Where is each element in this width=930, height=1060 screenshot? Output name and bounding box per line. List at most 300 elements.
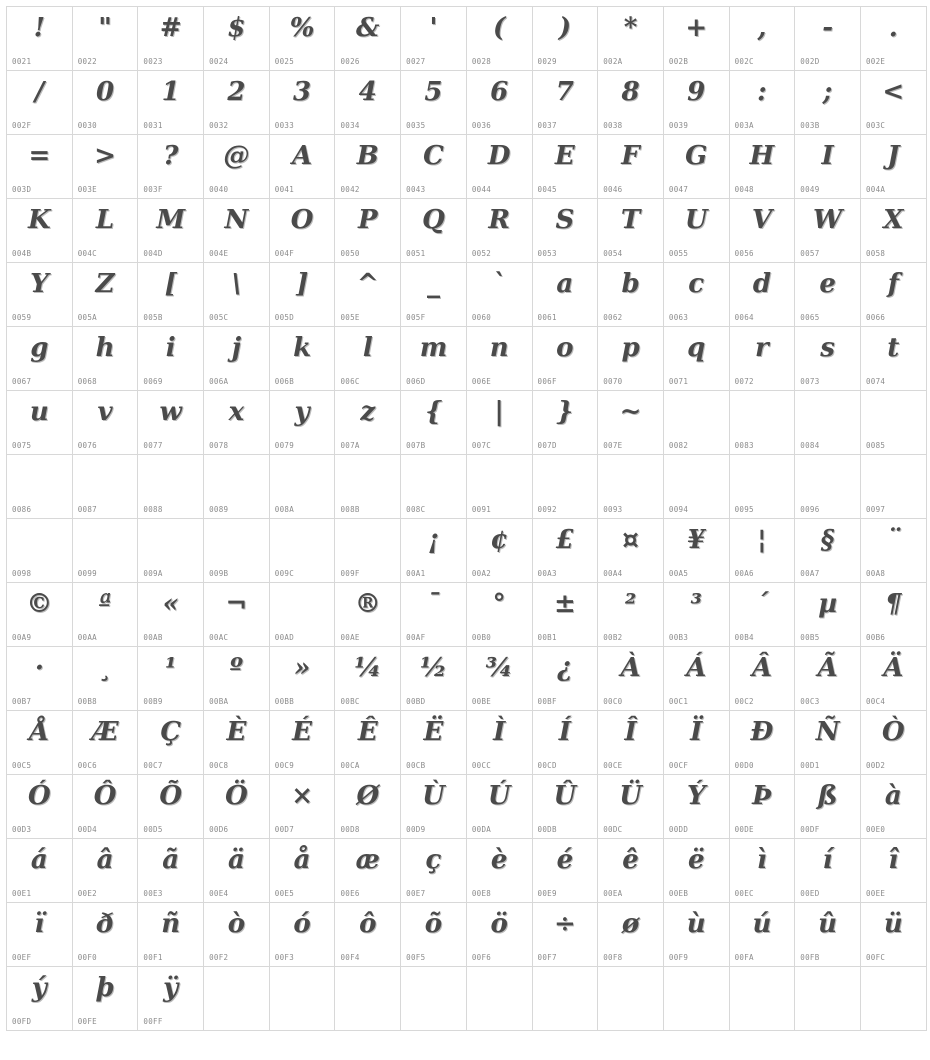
glyph-cell[interactable] [598,7,664,71]
glyph-cell[interactable] [335,199,401,263]
glyph-cell[interactable] [532,647,598,711]
glyph-cell[interactable] [335,263,401,327]
glyph-cell[interactable] [269,391,335,455]
glyph-cell[interactable] [729,455,795,519]
glyph-cell[interactable] [401,903,467,967]
glyph-preview: ¹ [165,653,177,683]
glyph-codepoint: 0097 [865,505,886,514]
glyph-cell[interactable] [335,455,401,519]
glyph-cell[interactable] [269,199,335,263]
glyph-cell[interactable] [598,711,664,775]
glyph-cell[interactable] [795,199,861,263]
glyph-cell[interactable] [138,7,204,71]
glyph-cell[interactable] [466,775,532,839]
glyph-cell[interactable] [138,711,204,775]
glyph-cell[interactable] [401,263,467,327]
glyph-preview [401,455,466,497]
glyph-cell[interactable] [860,391,926,455]
glyph-cell[interactable] [335,327,401,391]
glyph-cell[interactable] [138,839,204,903]
glyph-codepoint: 00F7 [537,953,557,962]
glyph-preview [861,455,926,497]
glyph-preview: ê [622,845,639,875]
glyph-cell[interactable] [269,583,335,647]
glyph-preview: ' [429,13,438,43]
glyph-codepoint: 00BB [274,697,295,706]
glyph-cell[interactable] [335,7,401,71]
glyph-cell[interactable] [466,327,532,391]
glyph-cell[interactable] [729,71,795,135]
glyph-cell[interactable] [72,711,138,775]
glyph-cell[interactable] [795,71,861,135]
glyph-cell[interactable] [729,519,795,583]
glyph-cell[interactable] [138,903,204,967]
glyph-preview: û [818,909,838,939]
glyph-preview: á [30,845,48,875]
glyph-cell[interactable] [138,327,204,391]
glyph-cell[interactable] [401,135,467,199]
glyph-preview: Ã [817,653,838,683]
glyph-cell[interactable] [729,391,795,455]
glyph-codepoint: 0028 [471,57,492,66]
glyph-preview: ^ [356,269,379,299]
glyph-cell[interactable] [7,519,73,583]
glyph-cell[interactable] [138,135,204,199]
glyph-preview: 7 [555,77,574,107]
glyph-cell[interactable] [72,583,138,647]
glyph-preview: õ [424,909,443,939]
glyph-codepoint: 0064 [734,313,754,322]
glyph-cell[interactable] [532,71,598,135]
glyph-row [7,775,927,839]
glyph-cell[interactable] [335,903,401,967]
glyph-cell[interactable] [860,71,926,135]
glyph-cell[interactable] [598,327,664,391]
glyph-cell[interactable] [72,391,138,455]
glyph-cell[interactable] [72,967,138,1031]
glyph-cell[interactable] [729,7,795,71]
glyph-preview: Ï [690,717,703,747]
glyph-cell[interactable] [795,839,861,903]
glyph-codepoint: 008B [340,505,360,514]
glyph-preview: Ì [493,717,506,747]
glyph-cell[interactable] [204,839,270,903]
glyph-cell[interactable] [466,135,532,199]
glyph-cell[interactable] [204,903,270,967]
glyph-cell[interactable] [401,519,467,583]
glyph-cell[interactable] [795,647,861,711]
glyph-cell[interactable] [466,7,532,71]
glyph-cell[interactable] [795,583,861,647]
glyph-cell[interactable] [795,327,861,391]
glyph-cell[interactable] [72,647,138,711]
glyph-cell[interactable] [532,903,598,967]
glyph-cell[interactable] [7,711,73,775]
glyph-cell[interactable] [335,519,401,583]
glyph-cell[interactable] [7,775,73,839]
glyph-cell[interactable] [7,135,73,199]
glyph-cell[interactable] [663,839,729,903]
glyph-codepoint: 0045 [537,185,557,194]
glyph-cell[interactable] [663,135,729,199]
glyph-codepoint: 00CD [537,761,557,770]
glyph-preview: x [228,397,245,427]
glyph-preview: ë [687,845,705,875]
glyph-cell[interactable] [532,135,598,199]
glyph-cell[interactable] [138,455,204,519]
glyph-cell[interactable] [532,391,598,455]
glyph-codepoint: 0042 [340,185,360,194]
glyph-preview: ( [493,13,506,43]
glyph-preview: \ [231,269,242,299]
glyph-cell[interactable] [532,263,598,327]
glyph-cell[interactable] [204,583,270,647]
glyph-row [7,7,927,71]
glyph-cell[interactable] [401,455,467,519]
glyph-cell[interactable] [335,391,401,455]
glyph-codepoint: 0050 [340,249,360,258]
glyph-preview: z [360,397,376,427]
glyph-cell[interactable] [663,71,729,135]
glyph-codepoint: 0052 [471,249,492,258]
glyph-codepoint: 0079 [274,441,295,450]
glyph-cell[interactable] [269,71,335,135]
glyph-cell[interactable] [138,263,204,327]
glyph-cell[interactable] [401,71,467,135]
glyph-cell[interactable] [138,647,204,711]
glyph-cell[interactable] [729,711,795,775]
glyph-codepoint: 005E [340,313,360,322]
glyph-cell[interactable] [860,7,926,71]
glyph-cell[interactable] [729,199,795,263]
glyph-cell[interactable] [729,327,795,391]
glyph-cell[interactable] [729,647,795,711]
glyph-cell[interactable] [729,839,795,903]
glyph-preview: È [226,717,247,747]
glyph-codepoint: 0048 [734,185,754,194]
glyph-cell[interactable] [795,775,861,839]
glyph-cell[interactable] [138,775,204,839]
glyph-cell[interactable] [532,455,598,519]
glyph-cell[interactable] [598,647,664,711]
glyph-preview: Û [553,781,577,811]
glyph-cell[interactable] [860,327,926,391]
glyph-cell[interactable] [598,135,664,199]
glyph-row [7,711,927,775]
glyph-codepoint: 002B [668,57,689,66]
glyph-cell[interactable] [663,519,729,583]
glyph-cell[interactable] [204,455,270,519]
glyph-preview: d [752,269,771,299]
glyph-cell[interactable] [860,839,926,903]
glyph-cell[interactable] [401,391,467,455]
glyph-cell[interactable] [729,775,795,839]
glyph-cell[interactable] [598,519,664,583]
glyph-cell[interactable] [795,7,861,71]
glyph-cell[interactable] [466,391,532,455]
glyph-cell[interactable] [860,903,926,967]
glyph-cell[interactable] [860,775,926,839]
glyph-cell[interactable] [204,775,270,839]
glyph-preview: = [28,141,51,171]
glyph-cell[interactable] [72,199,138,263]
glyph-cell[interactable] [7,967,73,1031]
glyph-cell[interactable] [663,903,729,967]
glyph-cell[interactable] [7,455,73,519]
glyph-cell[interactable] [7,583,73,647]
glyph-cell[interactable] [138,967,204,1031]
glyph-cell[interactable] [466,455,532,519]
glyph-cell[interactable] [401,839,467,903]
glyph-cell[interactable] [663,647,729,711]
glyph-cell[interactable] [663,7,729,71]
glyph-cell[interactable] [795,455,861,519]
glyph-cell[interactable] [795,903,861,967]
glyph-cell[interactable] [795,391,861,455]
glyph-cell[interactable] [532,839,598,903]
glyph-cell[interactable] [7,647,73,711]
glyph-cell[interactable] [269,647,335,711]
glyph-cell[interactable] [795,519,861,583]
glyph-cell[interactable] [138,391,204,455]
glyph-codepoint: 00EF [12,953,32,962]
glyph-cell[interactable] [795,263,861,327]
glyph-cell[interactable] [466,583,532,647]
glyph-cell[interactable] [138,199,204,263]
glyph-cell[interactable] [138,71,204,135]
glyph-cell[interactable] [269,903,335,967]
glyph-cell[interactable] [466,263,532,327]
glyph-cell[interactable] [335,71,401,135]
glyph-cell[interactable] [860,519,926,583]
glyph-codepoint: 007A [340,441,360,450]
glyph-cell[interactable] [860,263,926,327]
glyph-cell[interactable] [532,583,598,647]
glyph-cell[interactable] [7,391,73,455]
glyph-row [7,519,927,583]
glyph-codepoint: 0071 [668,377,689,386]
glyph-cell[interactable] [72,71,138,135]
glyph-cell[interactable] [204,391,270,455]
glyph-cell[interactable] [598,71,664,135]
glyph-cell[interactable] [7,7,73,71]
glyph-codepoint: 006D [406,377,426,386]
glyph-preview: ý [31,973,47,1003]
glyph-cell[interactable] [598,839,664,903]
glyph-codepoint: 0086 [12,505,32,514]
glyph-cell[interactable] [269,327,335,391]
glyph-cell[interactable] [401,647,467,711]
glyph-cell[interactable] [204,711,270,775]
glyph-cell[interactable] [729,583,795,647]
glyph-cell[interactable] [860,455,926,519]
glyph-preview: > [94,141,116,171]
glyph-cell[interactable] [401,7,467,71]
glyph-cell[interactable] [204,7,270,71]
glyph-cell[interactable] [532,199,598,263]
glyph-preview [138,455,203,497]
glyph-cell[interactable] [401,583,467,647]
glyph-cell[interactable] [335,647,401,711]
glyph-cell[interactable] [269,775,335,839]
glyph-cell[interactable] [138,519,204,583]
glyph-preview: Ë [423,717,444,747]
glyph-cell[interactable] [335,839,401,903]
glyph-codepoint: 0043 [406,185,426,194]
glyph-codepoint: 00F6 [471,953,492,962]
glyph-cell[interactable] [795,711,861,775]
glyph-cell[interactable] [729,135,795,199]
glyph-cell[interactable] [72,327,138,391]
glyph-cell[interactable] [663,327,729,391]
glyph-preview: m [419,333,448,363]
glyph-cell[interactable] [729,263,795,327]
glyph-preview: t [887,333,900,363]
glyph-codepoint: 00C0 [603,697,623,706]
glyph-cell[interactable] [860,711,926,775]
glyph-cell[interactable] [598,583,664,647]
glyph-cell[interactable] [204,647,270,711]
glyph-cell[interactable] [335,135,401,199]
glyph-cell[interactable] [663,391,729,455]
glyph-cell[interactable] [7,71,73,135]
glyph-cell[interactable] [598,903,664,967]
glyph-cell[interactable] [335,711,401,775]
glyph-cell[interactable] [204,135,270,199]
glyph-cell[interactable] [598,455,664,519]
glyph-codepoint: 002A [603,57,623,66]
glyph-codepoint: 00A9 [12,633,32,642]
glyph-cell[interactable] [7,903,73,967]
glyph-cell[interactable] [860,135,926,199]
glyph-cell[interactable] [269,455,335,519]
glyph-codepoint: 0032 [209,121,229,130]
glyph-cell[interactable] [598,199,664,263]
glyph-cell[interactable] [401,199,467,263]
glyph-codepoint: 00FC [865,953,886,962]
glyph-cell[interactable] [72,519,138,583]
glyph-cell[interactable] [598,391,664,455]
glyph-cell[interactable] [72,263,138,327]
glyph-cell[interactable] [860,199,926,263]
glyph-cell[interactable] [72,135,138,199]
glyph-cell[interactable] [860,647,926,711]
glyph-cell[interactable] [269,711,335,775]
glyph-preview: ù [686,909,706,939]
glyph-codepoint: 009C [274,569,295,578]
glyph-cell[interactable] [532,775,598,839]
glyph-codepoint: 0074 [865,377,886,386]
glyph-cell[interactable] [204,71,270,135]
glyph-cell[interactable] [72,839,138,903]
glyph-cell[interactable] [401,327,467,391]
glyph-preview: 9 [687,77,706,107]
glyph-preview [270,455,335,497]
glyph-cell[interactable] [269,519,335,583]
glyph-cell[interactable] [72,775,138,839]
glyph-cell[interactable] [269,135,335,199]
glyph-cell[interactable] [860,583,926,647]
glyph-preview: £ [555,525,574,555]
glyph-cell[interactable] [663,455,729,519]
glyph-cell[interactable] [663,711,729,775]
glyph-cell[interactable] [269,7,335,71]
glyph-cell[interactable] [795,135,861,199]
glyph-preview: u [29,397,49,427]
glyph-preview [598,455,663,497]
glyph-codepoint: 0024 [209,57,229,66]
glyph-cell[interactable] [335,583,401,647]
glyph-cell[interactable] [598,775,664,839]
glyph-cell[interactable] [204,519,270,583]
glyph-cell[interactable] [72,903,138,967]
glyph-preview: º [229,653,243,683]
glyph-cell[interactable] [598,263,664,327]
glyph-cell[interactable] [729,903,795,967]
glyph-cell[interactable] [138,583,204,647]
glyph-cell[interactable] [335,775,401,839]
glyph-cell[interactable] [532,519,598,583]
glyph-cell[interactable] [663,263,729,327]
glyph-cell[interactable] [204,199,270,263]
glyph-preview: 2 [227,77,246,107]
glyph-cell[interactable] [204,327,270,391]
glyph-codepoint: 0025 [274,57,295,66]
glyph-codepoint: 008C [406,505,426,514]
glyph-preview: ½ [419,653,448,683]
glyph-cell[interactable] [7,327,73,391]
glyph-cell[interactable] [204,263,270,327]
glyph-codepoint: 00A7 [800,569,820,578]
glyph-cell[interactable] [466,647,532,711]
glyph-cell[interactable] [532,7,598,71]
glyph-cell[interactable] [401,711,467,775]
glyph-cell[interactable] [72,455,138,519]
glyph-cell[interactable] [401,775,467,839]
glyph-cell[interactable] [7,263,73,327]
glyph-cell[interactable] [532,711,598,775]
glyph-cell[interactable] [466,903,532,967]
glyph-preview [795,455,860,497]
glyph-codepoint: 0049 [800,185,820,194]
glyph-cell[interactable] [466,519,532,583]
glyph-preview: ¨ [886,525,900,555]
glyph-cell[interactable] [269,263,335,327]
glyph-cell[interactable] [663,775,729,839]
glyph-codepoint: 0051 [406,249,426,258]
glyph-cell[interactable] [663,583,729,647]
glyph-cell[interactable] [532,327,598,391]
glyph-codepoint: 00E1 [12,889,32,898]
glyph-preview: j [231,333,242,363]
glyph-cell[interactable] [466,199,532,263]
glyph-cell[interactable] [466,71,532,135]
glyph-codepoint: 00F9 [668,953,689,962]
glyph-cell[interactable] [7,839,73,903]
glyph-codepoint: 00F8 [603,953,623,962]
glyph-cell[interactable] [466,839,532,903]
glyph-cell[interactable] [72,7,138,71]
glyph-codepoint: 00E6 [340,889,360,898]
glyph-cell[interactable] [466,711,532,775]
glyph-cell[interactable] [7,199,73,263]
glyph-codepoint: 0095 [734,505,754,514]
glyph-cell[interactable] [663,199,729,263]
glyph-preview: ç [425,845,442,875]
glyph-preview: ó [293,909,311,939]
glyph-row [7,583,927,647]
glyph-cell[interactable] [269,839,335,903]
